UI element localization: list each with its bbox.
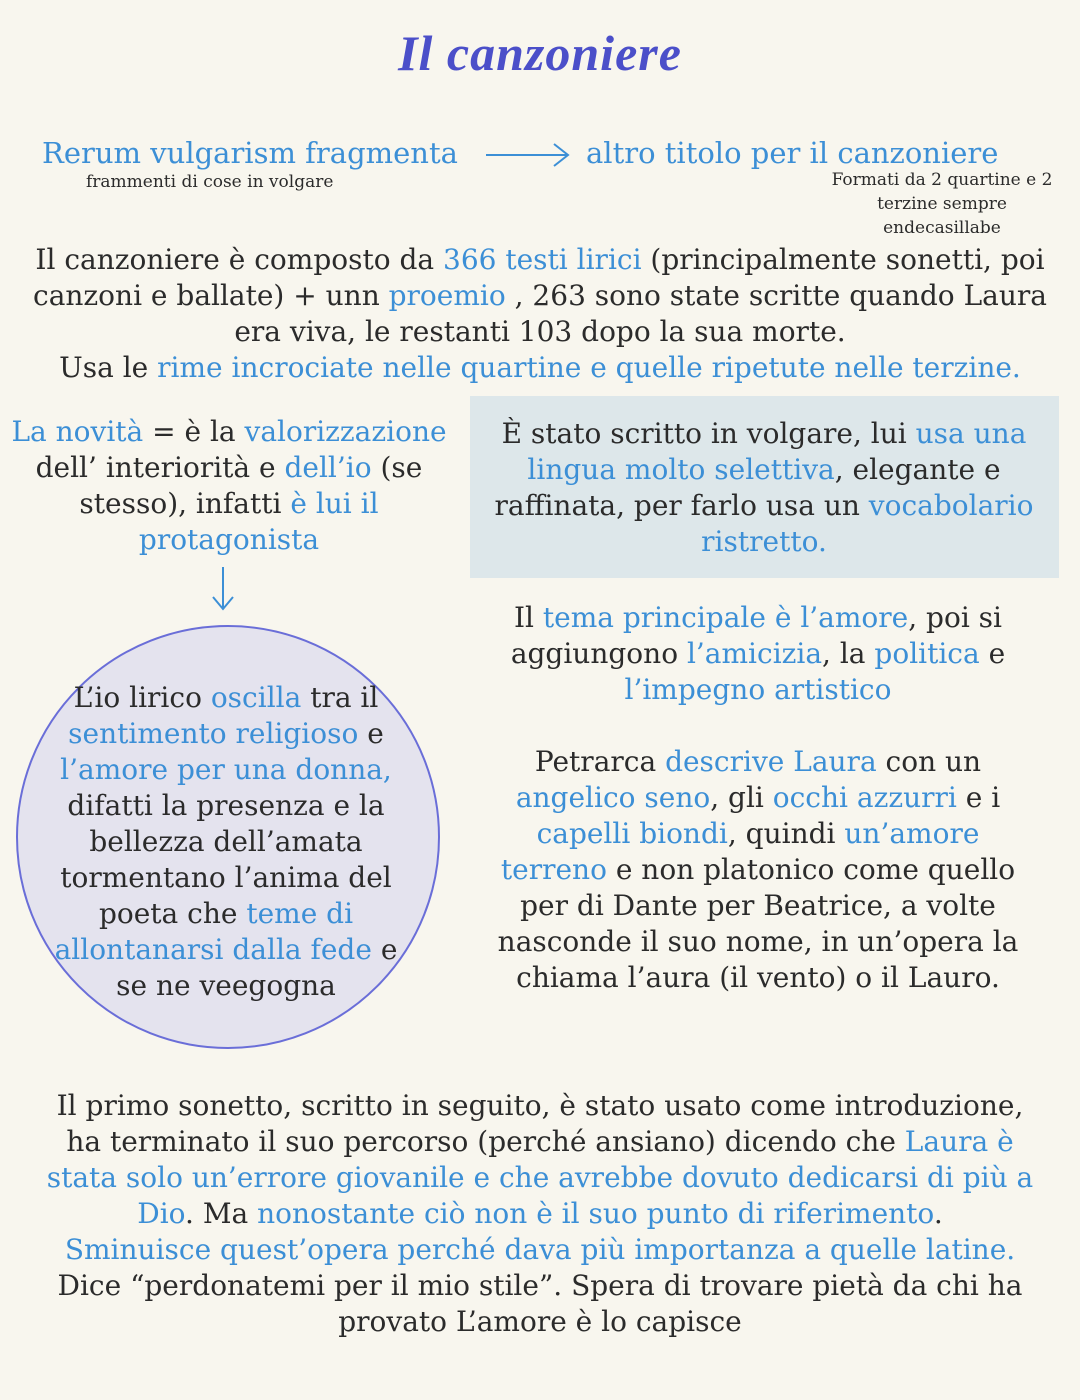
- lyric-self-note: L’io lirico oscilla tra il sentimento religioso e l’amore per una donna, difatti la presenza e la bellezza dell’amata tormentano l’anima del poeta che teme di allontanarsi dalla fede e se ne veegogna: [54, 681, 398, 1002]
- alt-title-note: altro titolo per il canzoniere: [586, 136, 999, 170]
- page-title: Il canzoniere: [398, 25, 682, 81]
- vernacular-note: È stato scritto in volgare, lui usa una lingua molto selettiva, elegante e raffinata, per farlo usa un vocabolario ristretto.: [494, 417, 1034, 558]
- intro-paragraph: Il canzoniere è composto da 366 testi lirici (principalmente sonetti, poi canzoni e ballate) + unn proemio , 263 sono state scritte quando Laura era viva, le restanti 103 dopo la sua morte. Usa le rime incrociate nelle quartine e quelle ripetute nelle terzine.: [33, 243, 1047, 384]
- novelty-note: La novità = è la valorizzazione dell’ interiorità e dell’io (se stesso), infatti è lui il protagonista: [11, 415, 447, 556]
- first-sonnet-paragraph: Il primo sonetto, scritto in seguito, è stato usato come introduzione, ha terminato il suo percorso (perché ansiano) dicendo che Laura è stata solo un’errore giovanile e che avrebbe dovuto dedicarsi di più a Dio. Ma nonostante ciò non è il suo punto di riferimento. Sminuisce quest’opera perché dava più importanza a quelle latine. Dice “perdonatemi per il mio stile”. Spera di trovare pietà da chi ha provato L’amore è lo capisce: [46, 1089, 1034, 1338]
- sonnet-form-note: Formati da 2 quartine e 2 terzine sempre endecasillabe: [831, 170, 1053, 238]
- arrow-right-icon: [484, 140, 572, 170]
- latin-title: Rerum vulgarism fragmenta: [42, 136, 458, 170]
- theme-note: Il tema principale è l’amore, poi si aggiungono l’amicizia, la politica e l’impegno artistico: [510, 601, 1006, 706]
- laura-note: Petrarca descrive Laura con un angelico seno, gli occhi azzurri e i capelli biondi, quindi un’amore terreno e non platonico come quello per di Dante per Beatrice, a volte nasconde il suo nome, in un’opera la chiama l’aura (il vento) o il Lauro.: [497, 745, 1019, 994]
- latin-translation: frammenti di cose in volgare: [86, 172, 334, 192]
- arrow-down-icon: [210, 565, 236, 613]
